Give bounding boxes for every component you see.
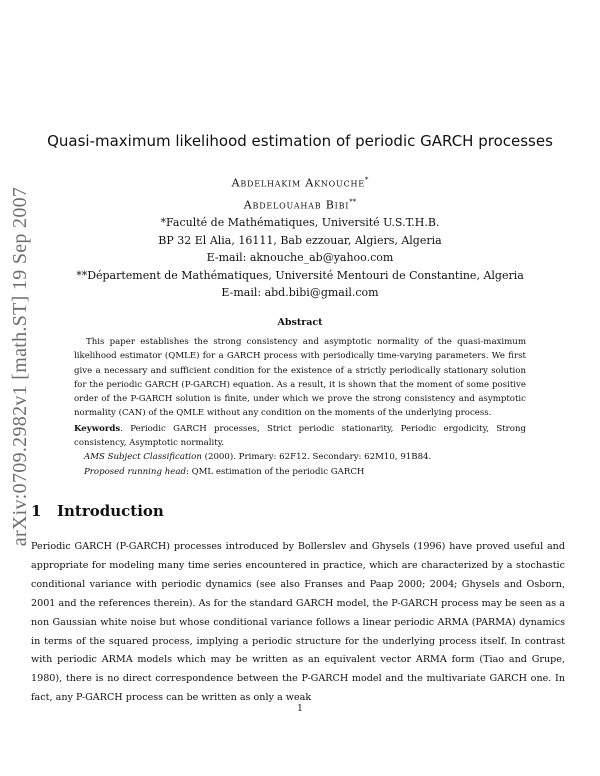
affiliation-2: **Département de Mathématiques, Université Mentouri de Constantine, Algeria [76,268,524,282]
email-2: E-mail: abd.bibi@gmail.com [221,286,379,300]
section-title: Introduction [57,502,164,520]
running-head: Proposed running head: QML estimation of the periodic GARCH [84,466,365,477]
email-1: E-mail: aknouche_ab@yahoo.com [206,251,394,265]
abstract-body: This paper establishes the strong consistency and asymptotic normality of the quasi-maximum likelihood estimator (QMLE) for a GARCH process with periodically time-varying parameters. We first give a necessary and sufficient condition for the existence of a strictly periodically stationary solution for the periodic GARCH (P-GARCH) equation. As a result, it is shown that the moment of some positive order of the P-GARCH solution is finite, under which we prove the strong consistency and asymptotic normality (CAN) of the QMLE without any condition on the moments of the underlying process. [74,337,526,419]
abstract-block [74,335,526,479]
keywords: Keywords. Periodic GARCH processes, Strict periodic stationarity, Periodic ergodicity, Strong consistency, Asymptotic normality. [74,423,526,449]
introduction-text [31,538,565,708]
section-number: 1 [31,502,42,520]
abstract-heading: Abstract [277,317,323,328]
section-heading [31,502,164,520]
author-block [0,171,600,302]
paper-title: Quasi-maximum likelihood estimation of periodic GARCH processes [47,132,553,150]
affiliation-1-line-2: BP 32 El Alia, 16111, Bab ezzouar, Algiers, Algeria [158,233,442,247]
ams-classification: AMS Subject Classification (2000). Primary: 62F12. Secondary: 62M10, 91B84. [84,452,432,463]
page-number: 1 [297,704,303,714]
author-2: Abdelouahab Bibi** [243,197,357,212]
arxiv-stamp: arXiv:0709.2982v1 [math.ST] 19 Sep 2007 [9,186,32,546]
author-1: Abdelhakim Aknouche* [231,176,369,190]
introduction-paragraph: Periodic GARCH (P-GARCH) processes introduced by Bollerslev and Ghysels (1996) have proved useful and appropriate for modeling many time series encountered in practice, which are characterized by a stochastic conditional variance with periodic dynamics (see also Franses and Paap 2000; 2004; Ghysels and Osborn, 2001 and the references therein). As for the standard GARCH model, the P-GARCH process may be seen as a non Gaussian white noise but whose conditional variance follows a linear periodic ARMA (PARMA) dynamics in terms of the squared process, implying a periodic structure for the underlying process itself. In contrast with periodic ARMA models which may be written as an equivalent vector ARMA form (Tiao and Grupe, 1980), there is no direct correspondence between the P-GARCH model and the multivariate GARCH one. In fact, any P-GARCH process can be written as only a weak [31,541,565,704]
affiliation-1-line-1: *Faculté de Mathématiques, Université U.S.T.H.B. [160,216,440,230]
